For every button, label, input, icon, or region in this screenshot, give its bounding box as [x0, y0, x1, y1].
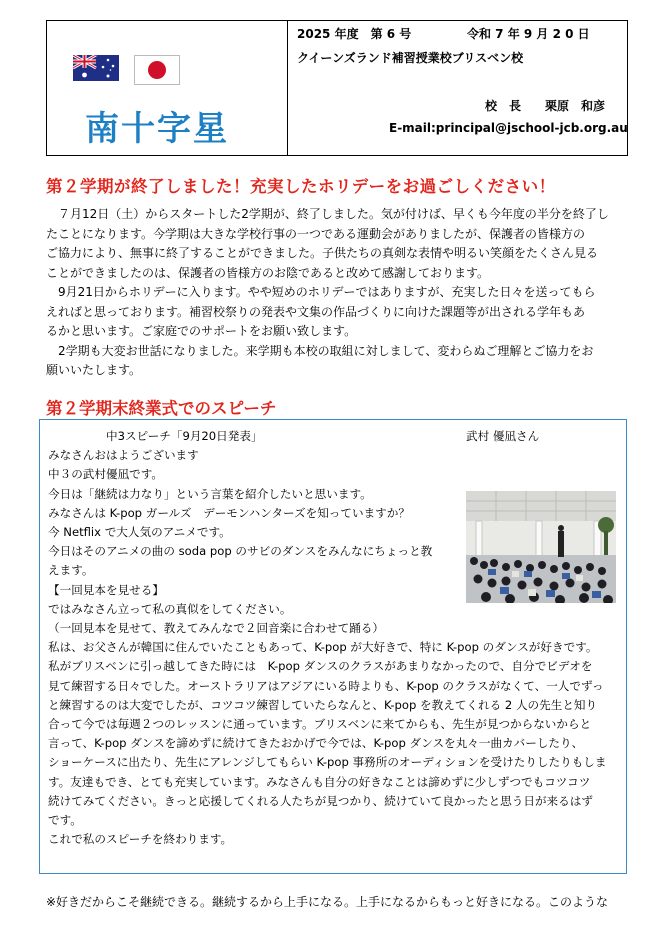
speech-line: 中３の武村優凪です。 — [48, 467, 164, 482]
masthead-title: 南十字星 — [85, 109, 229, 149]
speech-line: 合って今では毎週２つのレッスンに通っています。ブリスベンに来てからも、先生が見つからないからと — [48, 717, 592, 732]
speech-line: 今 Netflix で大人気のアニメです。 — [48, 525, 231, 540]
speech-line: えます。 — [48, 563, 94, 578]
speech-title-left: 中3スピーチ「9月20日発表」 — [48, 429, 263, 443]
speech-line: ショーケースに出たり、先生にアレンジしてもらい K-pop 事務所のオーディションを受けたりしたりもしま — [48, 755, 607, 770]
speech-line: ではみなさん立って私の真似をしてください。 — [48, 601, 292, 616]
intro-line: るかと思います。ご家庭でのサポートをお願い致します。 — [46, 324, 357, 338]
speech-line: す。友達もでき、とても充実しています。みなさんも自分の好きなことは諦めずに少しずつでもコツコツ — [48, 774, 591, 789]
assembly-photo — [466, 491, 616, 603]
speech-line: これで私のスピーチを終わります。 — [48, 832, 233, 847]
speech-line: 私は、お父さんが韓国に住んでいたこともあって、K-pop が大好きで、特に K-pop のダンスが好きです。 — [48, 640, 598, 655]
intro-line: えればと思っております。補習校祭りの発表や文集の作品づくりに向けた課題等が出される学年もあ — [46, 304, 586, 319]
australia-flag-icon — [73, 55, 119, 81]
japan-flag-icon — [134, 55, 180, 85]
speech-line: 今日はそのアニメの曲の soda pop のサビのダンスをみんなにちょっと教 — [48, 544, 433, 559]
speech-line: みなさんは K-pop ガールズ デーモンハンターズを知っていますか？ — [48, 505, 410, 520]
speech-line: と練習するのは大変でしたが、コツコツ練習していたらなんと、K-pop を教えてくれる 2 人の先生と知り — [48, 697, 598, 712]
speaker-name: 武村 優凪さん — [466, 429, 540, 443]
school-name: クイーンズランド補習授業校ブリスベン校 — [297, 51, 524, 65]
speech-line: 見て練習する日々でした。オーストラリアはアジアにいる時よりも、K-pop のクラスがなくて、一人でずっ — [48, 678, 604, 693]
speech-line: 今日は「継続は力なり」という言葉を紹介したいと思います。 — [48, 486, 372, 501]
section-heading-term-end: 第２学期が終了しました！充実したホリデーをお過ごしください！ — [46, 177, 556, 196]
masthead-panel — [47, 21, 288, 155]
speech-title — [48, 427, 628, 446]
speech-box — [39, 419, 627, 874]
principal-name: 校 長 栗原 和彦 — [485, 99, 606, 113]
speech-line: 私がブリスベンに引っ越してきた時には K-pop ダンスのクラスがあまりなかったので、自分でビデオを — [48, 659, 593, 674]
intro-line: ことができましたのは、保護者の皆様方のお陰であると改めて感謝しております。 — [46, 265, 490, 280]
intro-line: 願いいたします。 — [46, 363, 142, 377]
issue-date: 令和 7 年 9 月 2 0 日 — [467, 27, 590, 41]
speech-line: 言って、K-pop ダンスを諦めずに続けてきたおかげで今では、K-pop ダンスを丸々一曲カバーしたり、 — [48, 736, 584, 751]
section-heading-speech: 第２学期末終業式でのスピーチ — [46, 399, 277, 418]
speech-line: 続けてみてください。きっと応援してくれる人たちが見つかり、続けていて良かったと思う日が来るはず — [48, 793, 593, 808]
speech-line: （一回見本を見せて、教えてみんなで２回音楽に合わせて踊る） — [48, 621, 384, 636]
principal-email: E-mail:principal@jschool-jcb.org.au — [389, 121, 628, 135]
intro-text — [46, 205, 628, 381]
footer-note: ※好きだからこそ継続できる。継続するから上手になる。上手になるからもっと好きになる。このような — [46, 895, 609, 909]
newsletter-header — [46, 20, 628, 156]
year-issue: 2025 年度 第 6 号 — [297, 27, 412, 41]
speech-line: です。 — [48, 813, 82, 828]
speech-line: 【一回見本を見せる】 — [48, 582, 164, 597]
intro-line: 9月21日からホリデーに入ります。やや短めのホリデーではありますが、充実した日々を送ってもら — [46, 285, 596, 299]
intro-line: たことになります。今学期は大きな学校行事の一つである運動会がありましたが、保護者の皆様方の — [46, 226, 586, 241]
intro-line: ご協力により、無事に終了することができました。子供たちの真剣な表情や明るい笑顔をたくさん見る — [46, 246, 599, 260]
intro-line: 2学期も大変お世話になりました。来学期も本校の取組に対しまして、変わらぬご理解とご協力をお — [46, 343, 594, 358]
speech-line: みなさんおはようございます — [48, 448, 199, 463]
intro-line: ７月12日（土）からスタートした2学期が、終了しました。気が付けば、早くも今年度の半分を終了し — [46, 207, 609, 221]
